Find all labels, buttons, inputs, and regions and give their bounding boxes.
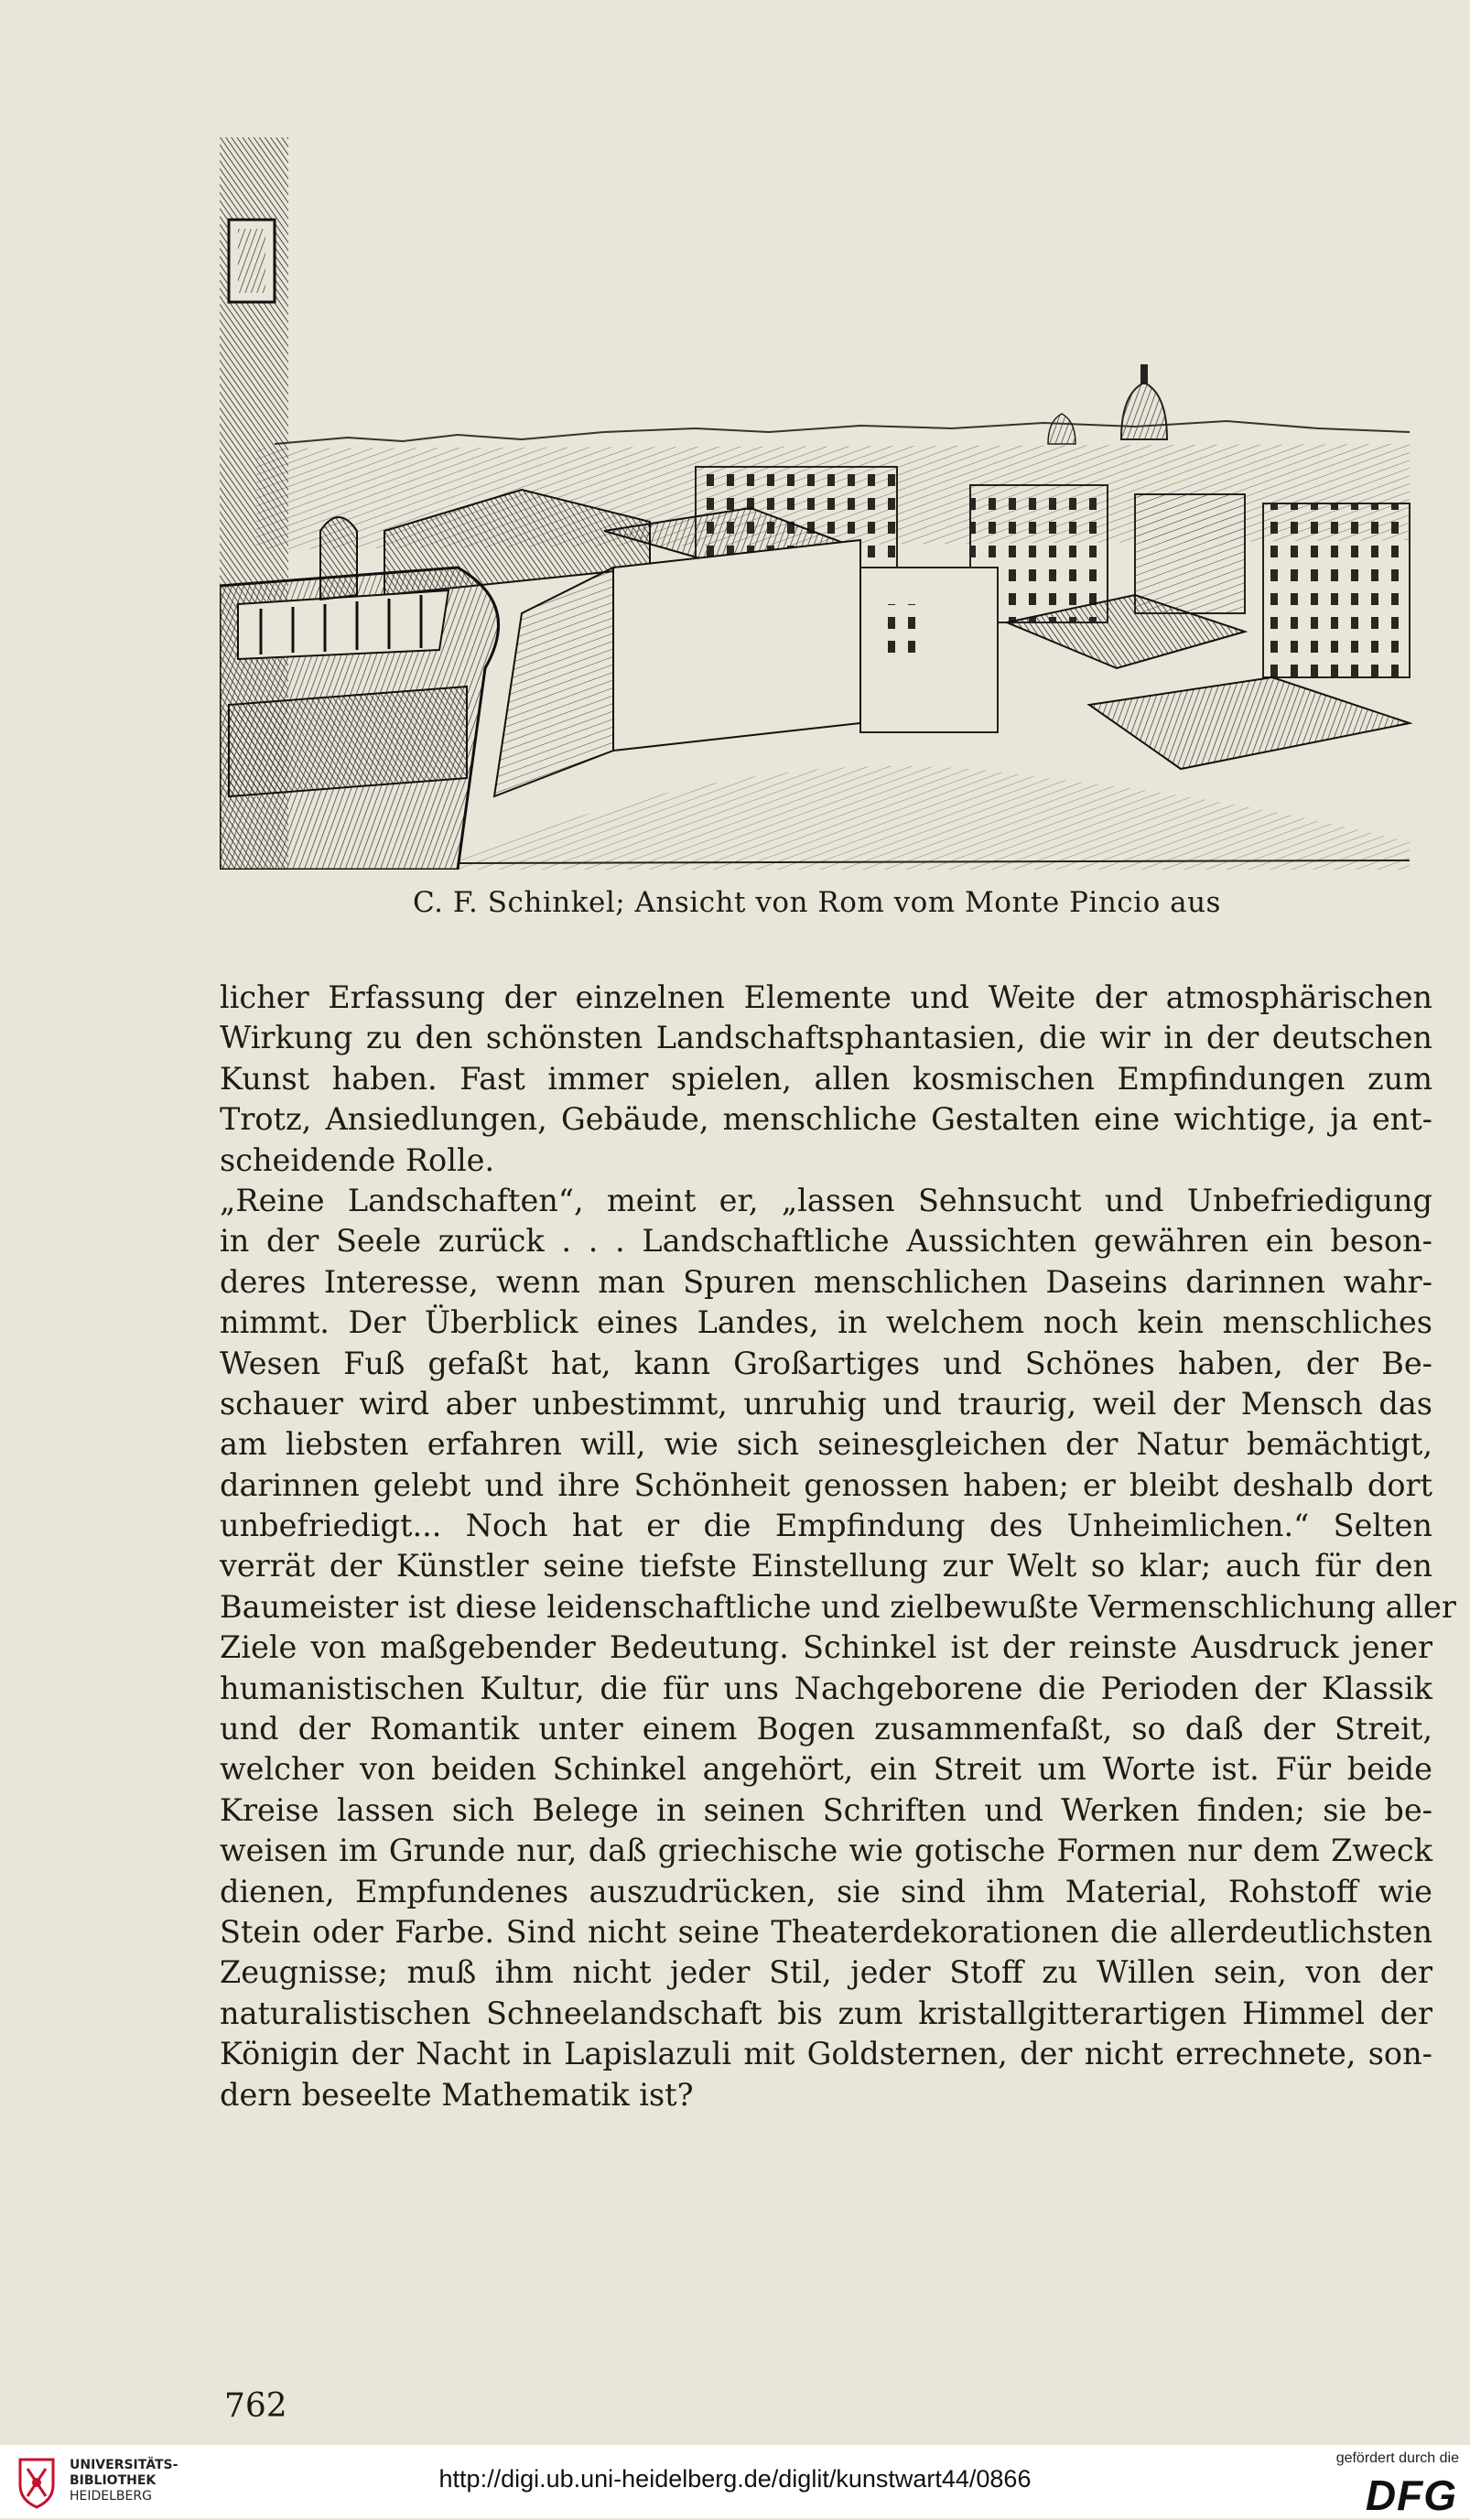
dfg-logo: DFG (1365, 2471, 1457, 2519)
body-text-line: Wesen Fuß gefaßt hat, kann Großartiges und Schönes haben, der Be- (220, 1345, 1432, 1381)
body-text-line: Trotz, Ansiedlungen, Gebäude, menschliche Gestalten eine wichtige, ja ent- (220, 1101, 1432, 1138)
body-text-line: weisen im Grunde nur, daß griechische wie gotische Formen nur dem Zweck (220, 1833, 1432, 1869)
engraving-illustration (220, 137, 1414, 870)
body-text-line: und der Romantik unter einem Bogen zusammenfaßt, so daß der Streit, (220, 1711, 1432, 1747)
sponsor-text: gefördert durch die (1335, 2450, 1459, 2466)
body-text-line: schauer wird aber unbestimmt, unruhig und traurig, weil der Mensch das (220, 1385, 1432, 1422)
body-text-line: in der Seele zurück . . . Landschaftliche Aussichten gewähren ein beson- (220, 1223, 1432, 1260)
body-text-line: naturalistischen Schneelandschaft bis zum kristallgitterartigen Himmel der (220, 1995, 1432, 2031)
body-text-line: Königin der Nacht in Lapislazuli mit Goldsternen, der nicht errechnete, son- (220, 2036, 1432, 2072)
body-text-line: „Reine Landschaften“, meint er, „lassen Sehnsucht und Unbefriedigung (220, 1182, 1432, 1218)
body-text-line: Ziele von maßgebender Bedeutung. Schinkel ist der reinste Ausdruck jener (220, 1629, 1432, 1666)
institution-line: HEIDELBERG (70, 2489, 152, 2504)
body-text-line: am liebsten erfahren will, wie sich seinesgleichen der Natur bemächtigt, (220, 1426, 1432, 1463)
body-text-line: nimmt. Der Überblick eines Landes, in welchem noch kein menschliches (220, 1304, 1432, 1341)
body-text-line: Baumeister ist diese leidenschaftliche und zielbewußte Vermenschlichung aller (220, 1588, 1456, 1625)
body-text-line: darinnen gelebt und ihre Schönheit genossen haben; er bleibt deshalb dort (220, 1466, 1432, 1503)
footer-bar (0, 2445, 1470, 2518)
body-text-line: Zeugnisse; muß ihm nicht jeder Stil, jeder Stoff zu Willen sein, von der (220, 1954, 1432, 1991)
body-text-line: Kunst haben. Fast immer spielen, allen kosmischen Empfindungen zum (220, 1060, 1432, 1097)
body-text-line: humanistischen Kultur, die für uns Nachgeborene die Perioden der Klassik (220, 1670, 1432, 1706)
body-text-line: Kreise lassen sich Belege in seinen Schriften und Werken finden; sie be- (220, 1791, 1432, 1828)
body-text-line: dern beseelte Mathematik ist? (220, 2076, 694, 2113)
source-url-link[interactable]: http://digi.ub.uni-heidelberg.de/diglit/kunstwart44/0866 (438, 2465, 1032, 2493)
body-text-line: verrät der Künstler seine tiefste Einstellung zur Welt so klar; auch für den (220, 1548, 1432, 1584)
body-text-line: unbefriedigt... Noch hat er die Empfindung des Unheimlichen.“ Selten (220, 1508, 1432, 1544)
institution-line: UNIVERSITÄTS- (70, 2458, 178, 2472)
page-number: 762 (224, 2387, 287, 2425)
body-text-line: scheidende Rolle. (220, 1141, 495, 1178)
body-text-line: licher Erfassung der einzelnen Elemente und Weite der atmosphärischen (220, 979, 1432, 1015)
institution-line: BIBLIOTHEK (70, 2473, 157, 2488)
body-text-line: dienen, Empfundenes auszudrücken, sie sind ihm Material, Rohstoff wie (220, 1873, 1432, 1909)
body-text-line: deres Interesse, wenn man Spuren menschlichen Daseins darinnen wahr- (220, 1263, 1432, 1300)
body-text-line: welcher von beiden Schinkel angehört, ein Streit um Worte ist. Für beide (220, 1751, 1432, 1788)
illustration-caption: C. F. Schinkel; Ansicht von Rom vom Monte Pincio aus (413, 886, 1221, 919)
body-text-line: Wirkung zu den schönsten Landschaftsphantasien, die wir in der deutschen (220, 1020, 1432, 1056)
body-text (220, 978, 1456, 2115)
body-text-line: Stein oder Farbe. Sind nicht seine Theaterdekorationen die allerdeutlichsten (220, 1913, 1432, 1950)
